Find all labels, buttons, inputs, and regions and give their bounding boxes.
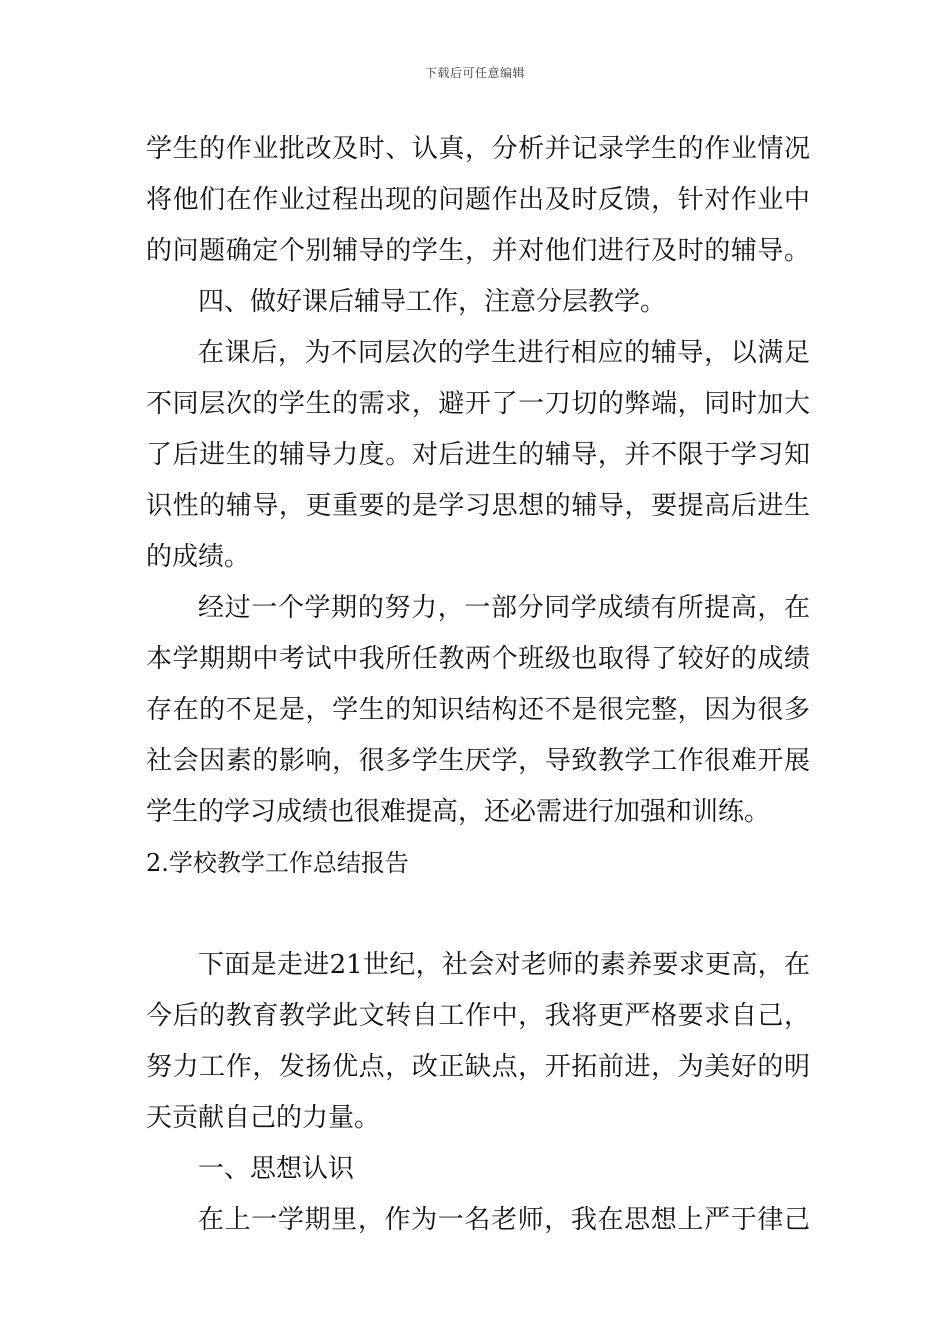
text-line: 本学期期中考试中我所任教两个班级也取得了较好的成绩 (146, 644, 810, 674)
text-line: 存在的不足是，学生的知识结构还不是很完整，因为很多 (146, 695, 810, 725)
report-title: 2.学校教学工作总结报告 (146, 849, 409, 877)
text-line: 了后进生的辅导力度。对后进生的辅导，并不限于学习知 (146, 440, 810, 470)
text-line: 学生的学习成绩也很难提高，还必需进行加强和训练。 (146, 797, 771, 827)
text-line: 今后的教育教学此文转自工作中，我将更严格要求自己， (146, 1001, 810, 1031)
page-header-note: 下载后可任意编辑 (424, 66, 525, 80)
text-line: 的问题确定个别辅导的学生，并对他们进行及时的辅导。 (146, 236, 810, 266)
text-line: 不同层次的学生的需求，避开了一刀切的弊端，同时加大 (146, 389, 810, 419)
section-heading: 一、思想认识 (198, 1154, 355, 1184)
paragraph-start-line: 经过一个学期的努力，一部分同学成绩有所提高，在 (198, 593, 810, 623)
text-line: 学生的作业批改及时、认真，分析并记录学生的作业情况 (146, 134, 810, 164)
paragraph-start-line: 在上一学期里，作为一名老师，我在思想上严于律己 (198, 1205, 810, 1235)
section-heading: 四、做好课后辅导工作，注意分层教学。 (198, 287, 667, 317)
text-line: 社会因素的影响，很多学生厌学，导致教学工作很难开展 (146, 746, 810, 776)
paragraph-start-line: 在课后，为不同层次的学生进行相应的辅导，以满足 (198, 338, 810, 368)
blank-line (146, 889, 810, 940)
text-line: 识性的辅导，更重要的是学习思想的辅导，要提高后进生 (146, 491, 810, 521)
text-line: 的成绩。 (146, 542, 251, 572)
paragraph-start-line: 下面是走进21世纪，社会对老师的素养要求更高，在 (198, 950, 810, 980)
text-line: 将他们在作业过程出现的问题作出及时反馈，针对作业中 (146, 185, 810, 215)
document-body (146, 124, 810, 1246)
text-line: 努力工作，发扬优点，改正缺点，开拓前进，为美好的明 (146, 1052, 810, 1082)
text-line: 天贡献自己的力量。 (146, 1103, 381, 1133)
